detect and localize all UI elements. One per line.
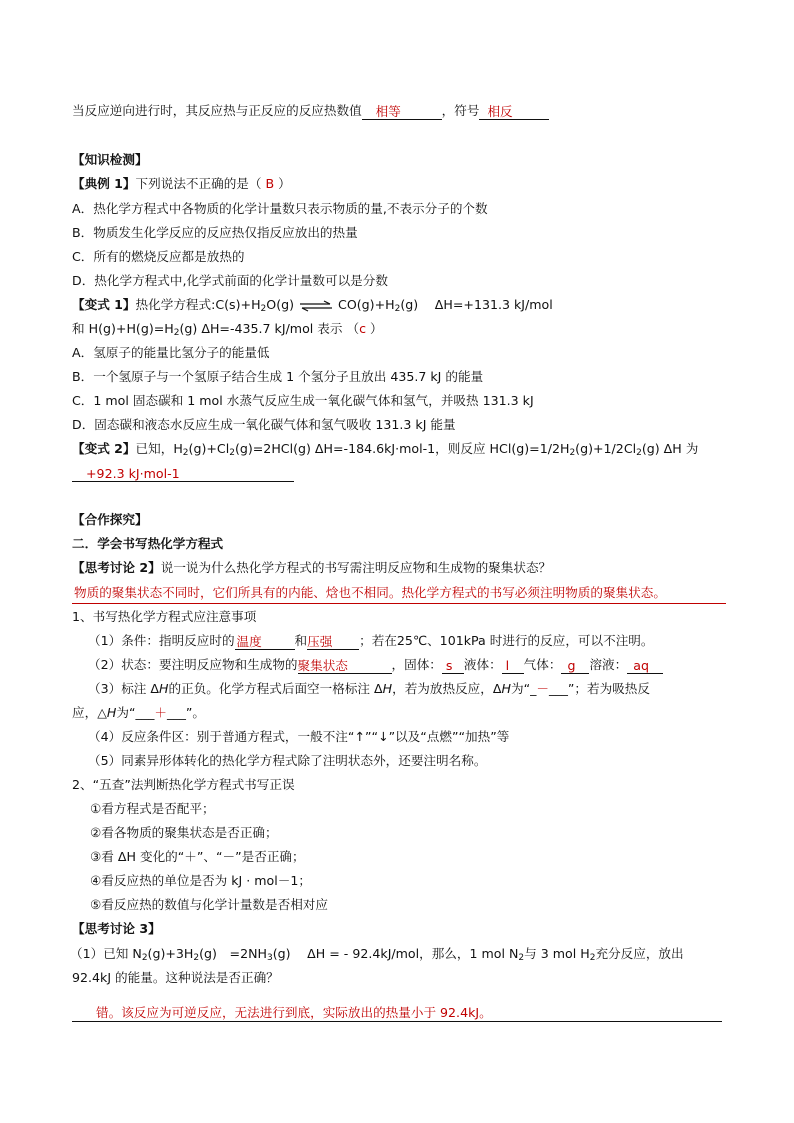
variant-1-option-d: D．固态碳和液态水反应生成一氧化碳气体和氢气吸收 131.3 kJ 能量 [72, 417, 456, 432]
discussion-2-question: 【思考讨论 2】说一说为什么热化学方程式的书写需注明反应物和生成物的聚集状态？ [72, 560, 552, 575]
blank-opposite: 相反 [479, 104, 549, 120]
option-a: A．热化学方程式中各物质的化学计量数只表示物质的量,不表示分子的个数 [72, 201, 488, 216]
check-1: ①看方程式是否配平； [90, 801, 215, 816]
heading-knowledge-check: 【知识检测】 [72, 152, 148, 167]
check-5: ⑤看反应热的数值与化学计量数是否相对应 [90, 897, 328, 912]
variant-1-question: 和 $H(g)+H(g)=H_2(g)$ ΔH=-435.7 kJ/mol 表示 （c ） [72, 321, 383, 338]
discussion-3-heading: 【思考讨论 3】 [72, 921, 161, 936]
answer-underline [72, 1021, 722, 1022]
note-3-sign: （3）标注 ΔH的正负。化学方程式后面空一格标注 ΔH，若为放热反应，ΔH为“_－___”；若为吸热反 [88, 681, 650, 696]
discussion-3-question-continued: 92.4kJ 的能量。这种说法是否正确？ [72, 970, 279, 985]
variant-1-option-a: A．氢原子的能量比氢分子的能量低 [72, 345, 270, 360]
notes-heading: 1、书写热化学方程式应注意事项 [72, 609, 257, 624]
five-checks-heading: 2、“五查”法判断热化学方程式书写正误 [72, 777, 295, 792]
note-4-conditions-region: （4）反应条件区：别于普通方程式，一般不注“↑”“↓”以及“点燃”“加热”等 [88, 729, 510, 744]
equilibrium-arrow-icon [298, 300, 334, 312]
heading-cooperative-exploration: 【合作探究】 [72, 512, 148, 527]
note-1-conditions: （1）条件：指明反应时的 温度 和压强 ；若在25℃、101kPa 时进行的反应，可以不注明。 [88, 633, 654, 649]
note-2-states: （2）状态：要注明反应物和生成物的聚集状态 ，固体： s 液体： l 气体： g 溶液： aq [88, 656, 663, 674]
answer-underline [72, 603, 726, 604]
discussion-3-question: （1）已知 $N_2(g)+3H_2(g)$ $=2NH_3(g)$ ΔH = - 92.4kJ/mol，那么，1 mol $N_2$与 3 mol $H_2$充分反应，放出 [70, 946, 684, 963]
note-3-sign-continued: 应，△H为“___＋___”。 [72, 705, 205, 720]
option-b: B．物质发生化学反应的反应热仅指反应放出的热量 [72, 225, 358, 240]
option-d: D．热化学方程式中,化学式前面的化学计量数可以是分数 [72, 273, 388, 288]
check-3: ③看 ΔH 变化的“＋”、“－”是否正确； [90, 849, 305, 864]
blank-equal: 相等 [362, 104, 442, 120]
answer-mark: B [265, 176, 275, 191]
variant-1-option-b: B．一个氢原子与一个氢原子结合生成 1 个氢分子且放出 435.7 kJ 的能量 [72, 369, 484, 384]
variant-1-option-c: C．1 mol 固态碳和 1 mol 水蒸气反应生成一氧化碳气体和氢气，并吸热 131.3 kJ [72, 393, 534, 408]
check-4: ④看反应热的单位是否为 kJ · mol－1； [90, 873, 311, 888]
variant-2-answer: +92.3 kJ·mol-1 [72, 464, 294, 482]
note-5-allotropes: （5）同素异形体转化的热化学方程式除了注明状态外，还要注明名称。 [88, 753, 487, 768]
discussion-2-answer: 物质的聚集状态不同时，它们所具有的内能、焓也不相同。热化学方程式的书写必须注明物质的聚集状态。 [74, 585, 666, 600]
line-reverse-reaction: 当反应逆向进行时，其反应热与正反应的反应热数值 相等 ，符号 相反 [72, 102, 549, 120]
option-c: C．所有的燃烧反应都是放热的 [72, 249, 245, 264]
check-2: ②看各物质的聚集状态是否正确； [90, 825, 278, 840]
variant-1-equation: 【变式 1】热化学方程式$:C(s)+H_2O(g)$ $CO(g)+H_2(g)$ ΔH=+131.3 kJ/mol [72, 297, 553, 314]
section-title-writing-equations: 二．学会书写热化学方程式 [72, 536, 224, 551]
discussion-3-answer: 错。该反应为可逆反应，无法进行到底，实际放出的热量小于 92.4kJ。 [96, 1005, 492, 1020]
variant-2-question: 【变式 2】已知，$H_2(g)+Cl_2(g)=2HCl(g)$ ΔH=-184.6kJ·mol-1，则反应 $HCl(g)=1/2H_2(g)+1/2Cl_2(g)$ ΔH 为 [72, 441, 699, 458]
example-1-question: 【典例 1】下列说法不正确的是（ B ） [72, 176, 291, 191]
answer-mark: c [359, 321, 367, 336]
